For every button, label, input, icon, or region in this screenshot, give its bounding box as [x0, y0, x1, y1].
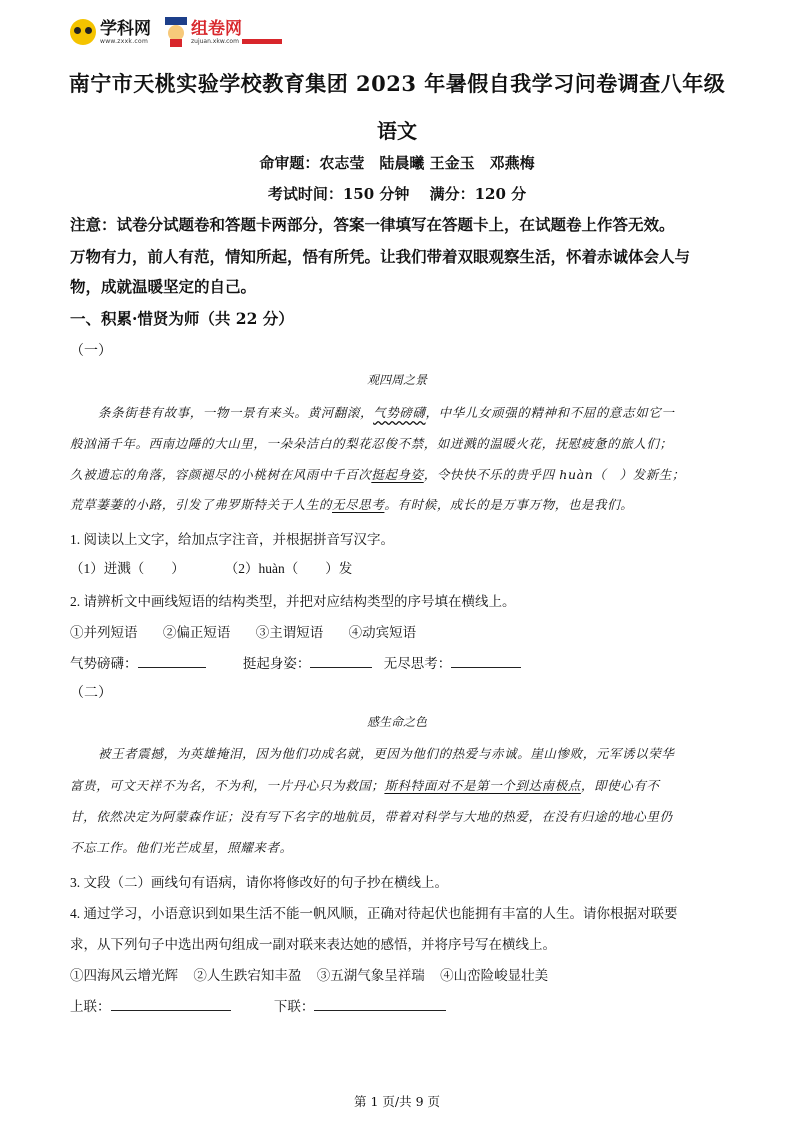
- question-3: 3. 文段（二）画线句有语病，请你将修改好的句子抄在横线上。: [70, 875, 448, 890]
- zujuan-mascot-icon: [165, 17, 187, 47]
- passage-1-title: 观四周之景: [366, 373, 427, 387]
- upper-couplet-blank[interactable]: [111, 996, 231, 1011]
- answer-blank-1[interactable]: [138, 653, 206, 668]
- part-label-2: （二）: [70, 685, 112, 701]
- phrase-momentum: 气势磅礴: [373, 405, 426, 420]
- passage-1-line-4: 荒草萋萋的小路，引发了弗罗斯特关于人生的无尽思考。有时候，成长的是万事万物，也是我们。: [70, 497, 634, 512]
- couplet-option-2: ②人生跌宕知丰盈: [193, 968, 302, 983]
- exam-authors: 命审题：农志莹 陆晨曦 王金玉 邓燕梅: [259, 154, 535, 172]
- option-3: ③主谓短语: [255, 625, 324, 640]
- intro-line-1: 万物有力，前人有范，情知所起，悟有所凭。让我们带着双眼观察生活，怀着赤诚体会人与: [70, 247, 691, 266]
- question-1-sub-2: （2）huàn（ ）发: [224, 561, 353, 576]
- option-4: ④动宾短语: [348, 625, 417, 640]
- blank-label-2: 挺起身姿：: [242, 656, 311, 671]
- part-label-1: （一）: [70, 343, 112, 359]
- passage-2-title: 感生命之色: [366, 715, 427, 729]
- answer-blank-2[interactable]: [310, 653, 372, 668]
- question-2-blanks: [70, 652, 521, 672]
- passage-2-line-2: 富贵，可文天祥不为名，不为利，一片丹心只为救国；斯科特面对不是第一个到达南极点，即使心有不: [70, 778, 660, 793]
- blank-label-3: 无尽思考：: [383, 656, 452, 671]
- zxxk-brand-name: 学科网: [100, 18, 151, 39]
- dotted-word-bengjian: 迸溅: [449, 436, 477, 451]
- zujuan-brand: [191, 20, 282, 45]
- question-2: 2. 请辨析文中画线短语的结构类型，并把对应结构类型的序号填在横线上。: [70, 594, 516, 609]
- zxxk-brand-url: www.zxxk.com: [100, 37, 149, 45]
- question-4-blanks: [70, 995, 446, 1015]
- zxxk-logo-icon: [70, 19, 96, 45]
- lower-couplet-label: 下联：: [273, 999, 315, 1014]
- lower-couplet-blank[interactable]: [314, 996, 446, 1011]
- question-4-line-1: 4. 通过学习，小语意识到如果生活不能一帆风顺，正确对待起伏也能拥有丰富的人生。请你根据对联要: [70, 906, 678, 921]
- phrase-stand-up: 挺起身姿: [371, 467, 424, 482]
- zujuan-brand-name: 组卷网: [191, 18, 242, 39]
- phrase-endless-thought: 无尽思考: [332, 497, 385, 512]
- question-1-sub-1: （1）迸溅（ ）: [70, 561, 185, 576]
- question-1: 1. 阅读以上文字，给加点字注音，并根据拼音写汉字。: [70, 532, 394, 547]
- answer-blank-3[interactable]: [451, 653, 521, 668]
- zujuan-brand-url: zujuan.xkw.com: [191, 37, 239, 45]
- underlined-sentence: 斯科特面对不是第一个到达南极点: [384, 778, 581, 793]
- exam-subject: 语文: [377, 119, 417, 143]
- option-2: ②偏正短语: [162, 625, 231, 640]
- passage-2-line-1: 被王者震撼，为英雄掩泪，因为他们功成名就，更因为他们的热爱与赤诚。崖山惨败，元军诱以荣华: [98, 746, 675, 761]
- passage-1-line-2: 般汹涌千年。西南边陲的大山里，一朵朵洁白的梨花忍俊不禁，如迸溅的温暖火花，抚慰疲惫的旅人们；: [70, 436, 673, 451]
- passage-1-line-1: 条条街巷有故事，一物一景有来头。黄河翻滚，气势磅礴，中华儿女顽强的精神和不屈的意志如它一: [98, 405, 675, 420]
- couplet-option-3: ③五湖气象呈祥瑞: [316, 968, 425, 983]
- zxxk-brand: [100, 20, 151, 45]
- question-4-line-2: 求，从下列句子中选出两句组成一副对联来表达她的感悟，并将序号写在横线上。: [70, 937, 556, 952]
- passage-2-line-3: 甘，依然决定为阿蒙森作证；没有写下名字的地航员，带着对科学与大地的热爱，在没有归途的地心里仍: [70, 809, 673, 824]
- page-number: 第 1 页/共 9 页: [353, 1094, 440, 1109]
- question-2-options: [70, 621, 416, 641]
- question-4-options: [70, 964, 548, 984]
- option-1: ①并列短语: [70, 625, 138, 640]
- passage-1-line-3: 久被遗忘的角落，容颜褪尽的小桃树在风雨中千百次挺起身姿，令快快不乐的贵乎四 huàn（ ）发新生；: [70, 467, 685, 482]
- exam-info: 考试时间：150 分钟 满分：120 分: [267, 185, 527, 203]
- upper-couplet-label: 上联：: [70, 999, 111, 1014]
- blank-label-1: 气势磅礴：: [70, 656, 138, 671]
- publisher-logos: [70, 12, 282, 52]
- couplet-option-4: ④山峦险峻显壮美: [440, 968, 549, 983]
- passage-2-line-4: 不忘工作。他们光芒成星，照耀来者。: [70, 840, 293, 855]
- question-1-subs: [70, 557, 352, 577]
- intro-line-2: 物，成就温暖坚定的自己。: [70, 277, 257, 296]
- notice-text: 注意：试卷分试题卷和答题卡两部分，答案一律填写在答题卡上，在试题卷上作答无效。: [70, 215, 675, 234]
- section-heading: 一、积累·惜贤为师（共 22 分）: [70, 309, 294, 328]
- exam-title: 南宁市天桃实验学校教育集团 2023 年暑假自我学习问卷调查八年级: [68, 71, 726, 96]
- couplet-option-1: ①四海风云增光辉: [70, 968, 178, 983]
